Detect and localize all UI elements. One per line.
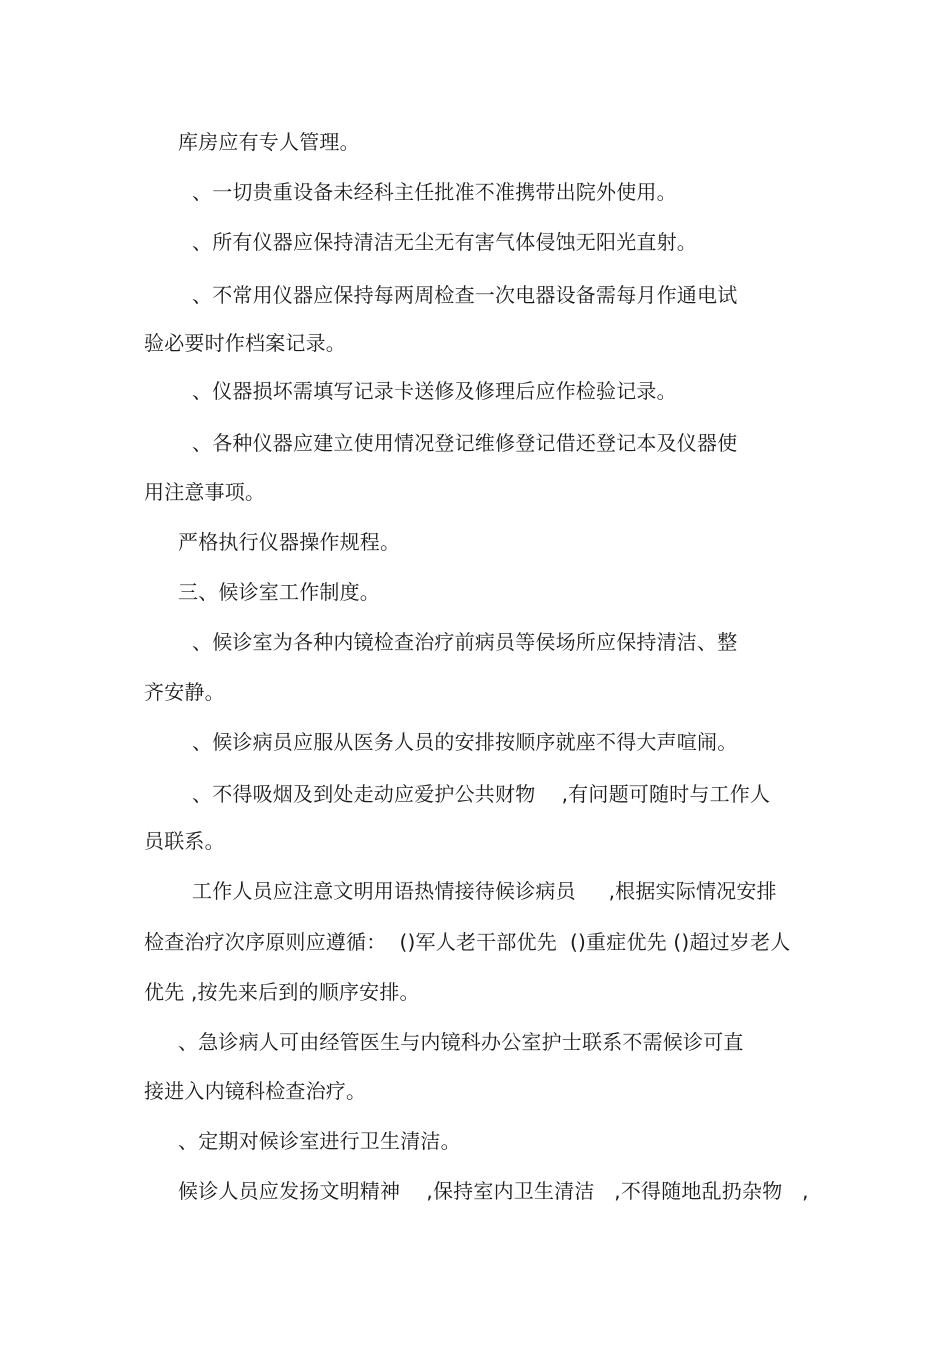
text-line: 用注意事项。 xyxy=(144,480,266,504)
text-line: 、候诊室为各种内镜检查治疗前病员等侯场所应保持清洁、整 xyxy=(192,630,738,654)
text-line: 库房应有专人管理。 xyxy=(178,130,360,154)
text-line: 验必要时作档案记录。 xyxy=(144,331,346,355)
text-line: 检查治疗次序原则应遵循： ()军人老干部优先 ()重症优先 ()超过岁老人 xyxy=(144,930,791,954)
text-line: 接进入内镜科检查治疗。 xyxy=(144,1079,367,1103)
text-line: 、仪器损坏需填写记录卡送修及修理后应作检验记录。 xyxy=(192,379,677,403)
text-line: 齐安静。 xyxy=(144,680,225,704)
text-line: 严格执行仪器操作规程。 xyxy=(178,530,401,554)
text-line: 、定期对候诊室进行卫生清洁。 xyxy=(178,1129,461,1153)
text-line: 优先 ,按先来后到的顺序安排。 xyxy=(144,980,420,1004)
text-line: 、不得吸烟及到处走动应爱护公共财物 ,有问题可随时与工作人 xyxy=(192,782,771,806)
text-line: 、候诊病员应服从医务人员的安排按顺序就座不得大声喧闹。 xyxy=(192,730,738,754)
text-line: 、一切贵重设备未经科主任批准不准携带出院外使用。 xyxy=(192,180,677,204)
text-line: 、所有仪器应保持清洁无尘无有害气体侵蚀无阳光直射。 xyxy=(192,230,697,254)
text-line: 、不常用仪器应保持每两周检查一次电器设备需每月作通电试 xyxy=(192,283,738,307)
text-line: 员联系。 xyxy=(144,829,225,853)
text-line: 工作人员应注意文明用语热情接待候诊病员 ,根据实际情况安排 xyxy=(192,879,777,903)
section-heading: 三、候诊室工作制度。 xyxy=(178,580,380,604)
text-line: 、急诊病人可由经管医生与内镜科办公室护士联系不需候诊可直 xyxy=(178,1030,744,1054)
text-line: 、各种仪器应建立使用情况登记维修登记借还登记本及仪器使 xyxy=(192,431,738,455)
text-line: 候诊人员应发扬文明精神 ,保持室内卫生清洁 ,不得随地乱扔杂物 , xyxy=(178,1179,809,1203)
